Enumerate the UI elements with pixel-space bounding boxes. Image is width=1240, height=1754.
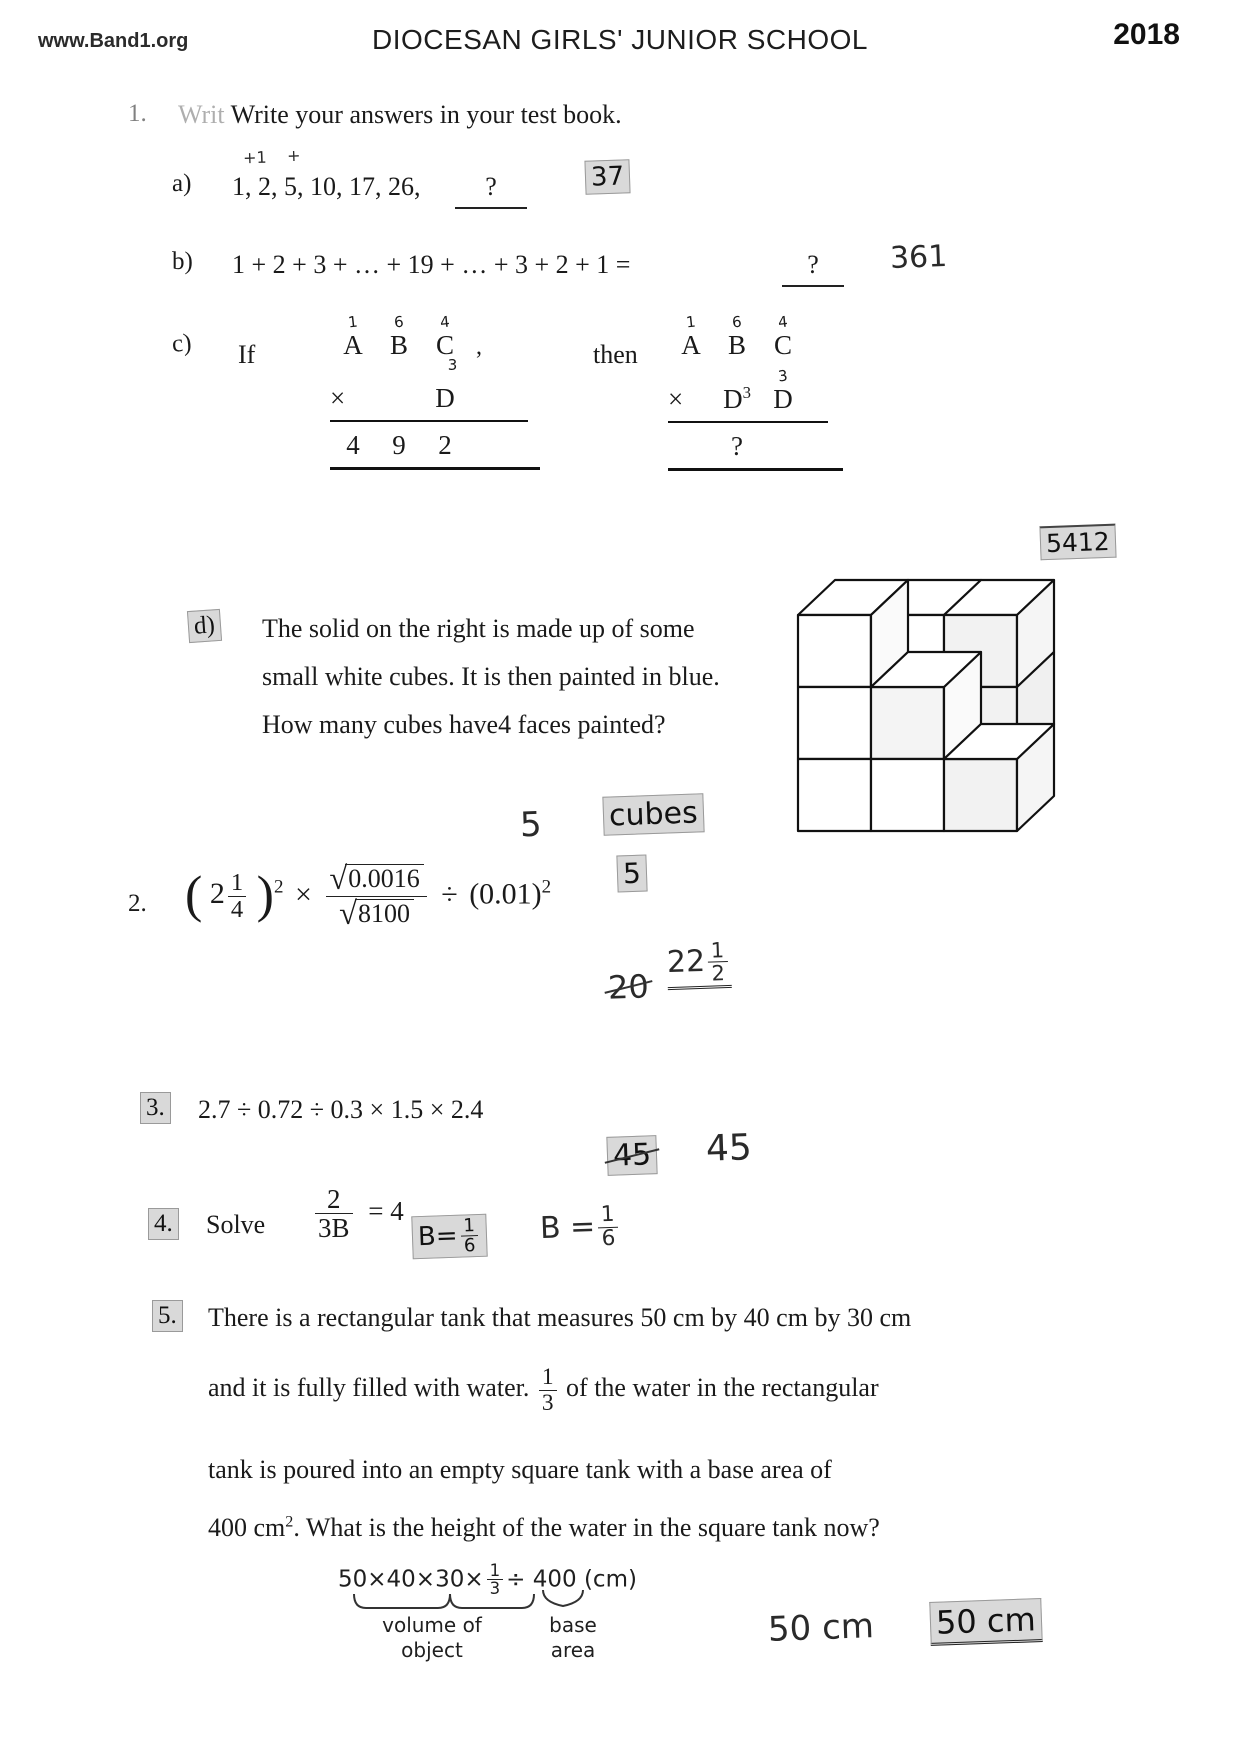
q5-line-4 bbox=[208, 1508, 880, 1548]
q2-radical-num: √0.0016 bbox=[326, 862, 426, 896]
q1c-left-mark-3: 4 bbox=[439, 312, 451, 332]
q1b-answer: 361 bbox=[889, 239, 948, 276]
page-title: DIOCESAN GIRLS' JUNIOR SCHOOL bbox=[372, 24, 868, 55]
q1c-left-row2 bbox=[330, 383, 540, 414]
q1c-right-mul-sign: × bbox=[668, 384, 684, 414]
q3-answer: 45 bbox=[705, 1127, 753, 1170]
cube-solid-figure bbox=[788, 560, 1068, 870]
q1d-label: d) bbox=[187, 609, 222, 643]
q5-line-2a: and it is fully filled with water. bbox=[208, 1373, 530, 1403]
q5-line-4b: . What is the height of the water in the square tank now? bbox=[293, 1513, 880, 1542]
q2-power: 2 bbox=[273, 876, 284, 898]
q2-radical-den: √8100 bbox=[326, 896, 426, 931]
q1a-carry-1: +1 bbox=[242, 147, 267, 168]
q4-work-boxed: B= $\frac{1}{6}$ bbox=[411, 1214, 488, 1260]
q2-paren-close: ) bbox=[256, 866, 274, 924]
q5-line-2 bbox=[208, 1365, 879, 1415]
q1c-then-word: then bbox=[593, 340, 638, 369]
q1d-text: The solid on the right is made up of some small white cubes. It is then painted in blue. How many cubes have4 faces painted? bbox=[262, 614, 720, 740]
q4-answer: B = $\frac{1}{6}$ bbox=[539, 1204, 622, 1253]
q5-answer: 50 cm bbox=[767, 1606, 875, 1650]
q5-line-1: There is a rectangular tank that measures 50 cm by 40 cm by 30 cm bbox=[208, 1303, 912, 1332]
q2-answer bbox=[666, 939, 731, 990]
q1c-left-bottom-rule bbox=[330, 467, 540, 470]
q5-work-expression: 50×40×30× $\frac{1}{3}$ ÷ 400 (cm) bbox=[338, 1561, 637, 1599]
q1c-left-p2: 9 bbox=[392, 430, 406, 460]
q1c-left-multiplication bbox=[330, 312, 540, 470]
q5-line-4-sup: 2 bbox=[285, 1513, 294, 1531]
q1c-answer: 5412 bbox=[1039, 524, 1116, 561]
q1c-left-comma: , bbox=[476, 334, 482, 360]
q2-paren-power: 2 bbox=[541, 876, 552, 898]
q1c-left-mark-1: 1 bbox=[347, 312, 359, 332]
watermark: www.Band1.org bbox=[38, 30, 189, 52]
q4-equals: = 4 bbox=[368, 1196, 404, 1227]
question-4-number: 4. bbox=[148, 1208, 179, 1240]
q3-boxed-answer: 45 bbox=[606, 1135, 658, 1176]
q1a-blank-value: ? bbox=[455, 167, 527, 209]
question-2-expression bbox=[185, 862, 551, 931]
q1a-sequence: 1, 2, 5, 10, 17, 26, bbox=[232, 172, 421, 201]
q1c-left-row1 bbox=[330, 312, 540, 374]
q1d-answer: 5 bbox=[616, 854, 647, 892]
q1c-if-word: If bbox=[238, 340, 256, 369]
q4-answer-fraction: $\frac{1}{6}$ bbox=[597, 1204, 618, 1251]
q1c-right-mark-1: 1 bbox=[685, 312, 697, 332]
q2-crossed-answer: 20 bbox=[607, 967, 650, 1007]
q2-divide: ÷ bbox=[441, 877, 458, 911]
q5-line-4a: 400 cm bbox=[208, 1513, 286, 1542]
q1c-left-B: 6 B bbox=[389, 312, 408, 360]
q1c-right-bottom-rule bbox=[668, 468, 843, 471]
q1c-right-product-value: ? bbox=[731, 431, 743, 461]
q5-line-3: tank is poured into an empty square tank with a base area of bbox=[208, 1455, 832, 1484]
year-label: 2018 bbox=[1113, 18, 1180, 51]
q1c-right-row2 bbox=[668, 366, 843, 415]
q1b-expression: 1 + 2 + 3 + … + 19 + … + 3 + 2 + 1 = bbox=[232, 250, 631, 279]
q1b-blank bbox=[782, 245, 844, 287]
q1b-blank-value: ? bbox=[782, 245, 844, 287]
q1c-right-C: 4 C bbox=[773, 312, 792, 360]
q1d-answer-word: cubes bbox=[602, 793, 704, 835]
question-1-instruction: Writ Write your answers in your test book. bbox=[178, 100, 622, 129]
q1c-right-multiplication bbox=[668, 312, 843, 471]
q1c-left-D: D bbox=[435, 383, 455, 413]
q2-radical-fraction bbox=[326, 862, 426, 931]
q1a-blank bbox=[455, 167, 527, 209]
q1c-left-mark-2: 6 bbox=[393, 312, 405, 332]
q2-paren-open: ( bbox=[185, 866, 203, 924]
q5-brace-volume bbox=[352, 1592, 542, 1614]
q1a-label: a) bbox=[172, 170, 192, 197]
q1c-right-mark-3: 4 bbox=[777, 312, 789, 332]
q2-mixed-number bbox=[210, 870, 249, 923]
q1c-left-C: 4 C 3 bbox=[435, 312, 458, 374]
q1d-work: 5 bbox=[519, 804, 543, 846]
q2-paren-expr: (0.01) bbox=[469, 877, 542, 911]
q1c-right-product bbox=[668, 421, 828, 462]
q5-label-base: base area bbox=[549, 1613, 597, 1662]
q1c-left-mul-sign: × bbox=[330, 383, 346, 413]
q2-answer-whole: 22 bbox=[666, 943, 706, 981]
question-3-number: 3. bbox=[140, 1092, 171, 1124]
q1a-carry-2: + bbox=[286, 145, 301, 166]
q1c-right-row1 bbox=[668, 312, 843, 361]
q1c-left-sub: 3 bbox=[447, 356, 458, 374]
q5-label-volume: volume of object bbox=[382, 1613, 482, 1662]
q1c-left-p3: 2 bbox=[438, 430, 452, 460]
q2-mixed-fraction: $\frac{1}{4}$ bbox=[228, 870, 246, 923]
q1c-right-D1: $D^3$ bbox=[723, 383, 751, 414]
q5-line-2b: of the water in the rectangular bbox=[566, 1373, 879, 1403]
q1b-label: b) bbox=[172, 248, 193, 275]
q1c-right-d1-mark: 3 bbox=[742, 383, 751, 402]
q4-fraction: $\frac{2}{3B}$ bbox=[315, 1185, 353, 1243]
question-2-number: 2. bbox=[128, 890, 147, 917]
question-1-number: 1. bbox=[128, 100, 147, 127]
q1c-label: c) bbox=[170, 329, 193, 358]
q5-answer-boxed: 50 cm bbox=[929, 1598, 1042, 1646]
q1c-left-p1: 4 bbox=[346, 430, 360, 460]
q2-times: × bbox=[294, 877, 312, 911]
q1c-right-d2-mark: 3 bbox=[777, 366, 789, 386]
q5-fraction: $\frac{1}{3}$ bbox=[539, 1365, 557, 1415]
question-5-number: 5. bbox=[152, 1300, 183, 1332]
q1c-left-A: 1 A bbox=[343, 312, 363, 360]
q5-brace-base bbox=[540, 1588, 586, 1608]
question-4-solve-word: Solve bbox=[206, 1210, 266, 1239]
question-1-instruction-text: Write your answers in your test book. bbox=[230, 100, 622, 129]
question-3-expression: 2.7 ÷ 0.72 ÷ 0.3 × 1.5 × 2.4 bbox=[198, 1095, 484, 1124]
q1c-left-product bbox=[330, 420, 528, 461]
question-4-equation bbox=[312, 1185, 404, 1243]
q1c-right-A: 1 A bbox=[681, 312, 701, 360]
q1c-right-D2: 3 D bbox=[773, 366, 793, 414]
q2-answer-fraction: $\frac{1}{2}$ bbox=[707, 939, 728, 985]
q2-mixed-whole: 2 bbox=[209, 877, 225, 911]
q1a-answer: 37 bbox=[584, 159, 630, 195]
q1c-right-mark-2: 6 bbox=[731, 312, 743, 332]
q1c-right-B: 6 B bbox=[727, 312, 746, 360]
